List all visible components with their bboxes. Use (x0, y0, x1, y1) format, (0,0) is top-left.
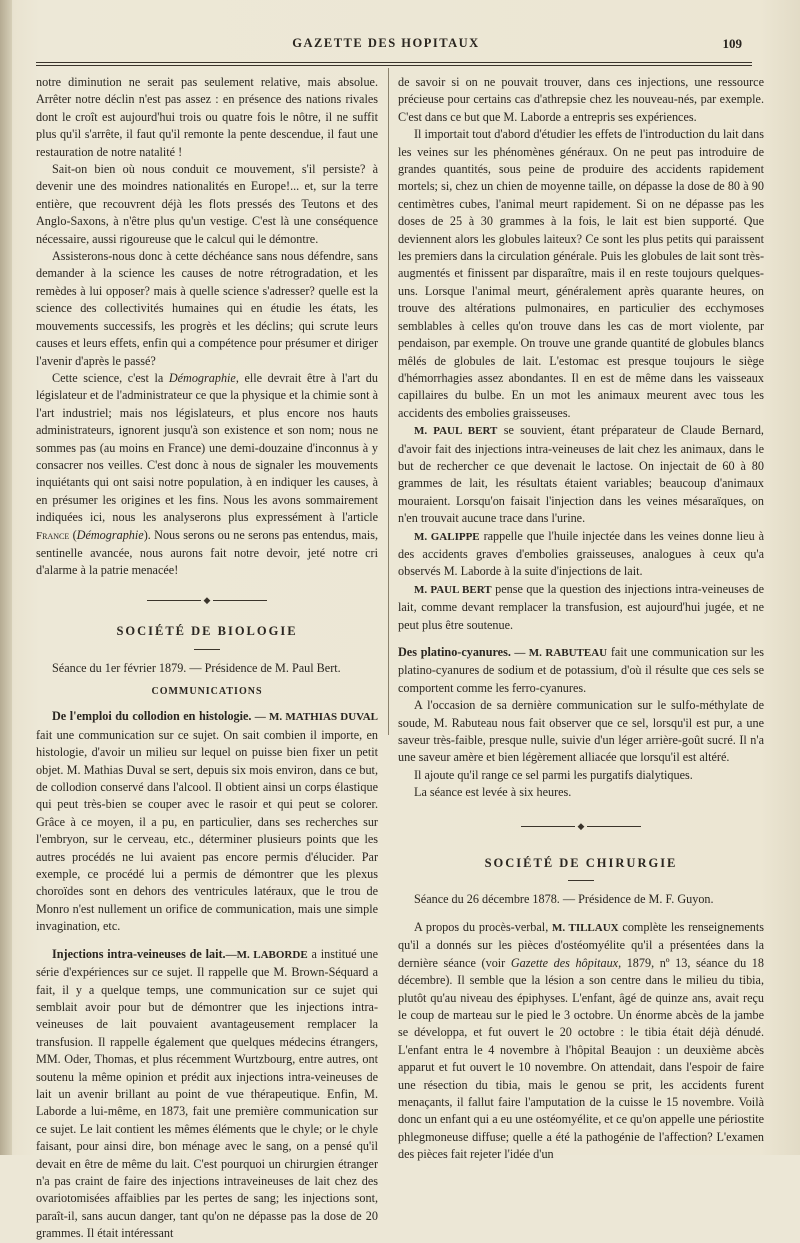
author-name: — M. RABUTEAU (510, 647, 608, 659)
item-title: De l'emploi du collodion en histologie. (52, 709, 252, 724)
paragraph (398, 644, 764, 697)
left-column (36, 74, 379, 1241)
author-name: M. TILLAUX (552, 921, 619, 934)
italic-run: Gazette des hôpitaux (510, 955, 619, 970)
paragraph: Sait-on bien où nous conduit ce mouvement, s'il persiste? à devenir une des moindres nationalités en Europe!... et, sur la terre entière, que recouvrent déjà les flots pressés des Teutons et des Anglo-Saxons, à n'être plus qu'un vestige. C'est là une conséquence nécessaire, aussi rigoureuse que le calcul qui le démontre. (36, 162, 378, 246)
section-title: SOCIÉTÉ DE CHIRURGIE (484, 856, 678, 871)
text-run: A propos du procès-verbal, (414, 919, 553, 934)
item-title: Des platino-cyanures. (398, 645, 511, 659)
small-caps-run: France (36, 529, 70, 542)
author-name: M. PAUL BERT (414, 425, 498, 438)
seance-line: Séance du 1er février 1879. — Présidence de M. Paul Bert. (52, 660, 341, 675)
text-run: , elle devrait être à l'art du législateur et de l'administrateur ce que la physique et la chimie sont à l'art industriel; mais nos législateurs, et plus encore nos hauts administrateurs, ignorent jusqu'à son existence et son nom; nous ne sommes pas (au moins en France) une demi-douzaine d'inconnus à y consacrer nos veilles. C'est donc à nous de signaler les mouvements inquiétants qui ont saisi notre population, à en indiquer les causes, à en présumer les origines et les fins. Nous les avons sommairement indiquées ici, nous les analyserons plus expressément à l'article (36, 370, 378, 525)
paragraph: notre diminution ne serait pas seulement relative, mais absolue. Arrêter notre déclin n'est pas assez : en présence des nations rivales dont le croît est aujourd'hui trois ou quatre fois le nôtre, il ne suffit plus qu'il s'arrête, il faut qu'il remonte la pente descendue, il faut une restauration de notre natalité ! (36, 75, 378, 159)
subsection-title: COMMUNICATIONS (151, 686, 263, 697)
text-run: , 1879, nº 13, séance du 18 décembre). Il semble que la lésion a son centre dans le milieu du tibia, plutôt qu'au niveau des épiphyses. L'enfant, âgé de quinze ans, avait reçu le coup de marteau sur le pied le 3 octobre. Un énorme abcès de la jambe se développa, et fut ouvert le 20 octobre : le tibia était déjà dénudé. L'enfant entra le 4 novembre à l'hôpital Beaujon : un deuxième abcès apparut et fut ouvert le 10 novembre. On attendait, dans l'espoir de faire une résection du tibia, mais le genou se prit, les accidents furent menaçants, il fallut faire l'amputation de la cuisse le 15 novembre. Voilà donc un enfant qui a eu une ostéomyélite, et ce qu'on appelle une périostite phlegmoneuse diffuse; quelle a été la pathogénie de l'affection? L'examen des pièces fait rejeter l'idée d'un (398, 955, 764, 1162)
short-rule (568, 880, 594, 881)
paragraph: A l'occasion de sa dernière communication sur le sulfo-méthylate de soude, M. Rabuteau nous fait observer que ce sel, lorsqu'il est pur, a une saveur très-faible, presque nulle, suivie d'un léger arrière-goût sucré. Il n'a une saveur amère et bien légèrement alliacée que lorsqu'il est altéré. (398, 698, 764, 765)
page-number: 109 (722, 36, 742, 51)
running-title: GAZETTE DES HOPITAUX (292, 36, 480, 50)
italic-run: Démographie (76, 527, 144, 542)
section-title: SOCIÉTÉ DE BIOLOGIE (116, 624, 298, 639)
header-rule (36, 62, 752, 66)
item-title: Injections intra-veineuses de lait. (52, 946, 226, 961)
column-divider (388, 68, 389, 735)
section-ornament: ◆ (398, 818, 764, 835)
text-run: ). Nous serons ou ne serons pas entendus, mais, sentinelle avancée, nous aurons fait notre devoir, jeté notre cri d'alarme à la patrie menacée! (36, 527, 378, 578)
text-run: fait une communication sur ce sujet. On sait combien il importe, en histologie, d'avoir un milieu sur lequel on puisse bien fixer un petit objet. M. Mathias Duval se sert, depuis six mois environ, dans ce but, de collodion conservé dans l'alcool. Il obtient ainsi un corps élastique qui peut très-bien se couper avec le rasoir et qui peut se colorer. Grâce à ce moyen, il a pu, en particulier, dans ses recherches sur l'embryon, sur le cerveau, etc., déterminer plusieurs points que les autres procédés ne lui avaient pas encore permis d'élucider. Par exemple, ce procédé lui a permis de démontrer que les plexus choroïdes sont en dehors des ventricules latéraux, que le trou de Monro n'est nullement un orifice de communication, mais une simple invagination, etc. (36, 727, 378, 934)
paragraph: Assisterons-nous donc à cette déchéance sans nous défendre, sans demander à la science les causes de notre rétrogradation, et les remèdes à lui opposer? mais à quelle science s'adresser? quelle est la science des collectivités humaines qui en étudie les états, les mouvements successifs, les progrès et les déclins; qui scrute leurs causes et leurs effets, enfin qui a compétence pour présumer et diriger l'avenir d'après le passé? (36, 249, 378, 368)
right-column (398, 74, 765, 1162)
author-name: M. GALIPPE (414, 530, 480, 543)
page-binding-edge (0, 0, 12, 1155)
author-name: — M. MATHIAS DUVAL (251, 711, 378, 724)
section-ornament: ◆ (36, 592, 378, 609)
paragraph (398, 528, 764, 581)
paragraph (398, 919, 764, 1164)
paragraph (398, 422, 764, 527)
paragraph (36, 370, 378, 580)
short-rule (194, 649, 220, 650)
paragraph: La séance est levée à six heures. (414, 785, 572, 800)
text-run: rappelle que l'huile injectée dans les veines donne lieu à des accidents graves d'embolies graisseuses, analogues à ceux qu'a observés M. Laborde à la suite d'injections de lait. (398, 528, 764, 579)
running-head (30, 36, 742, 56)
author-name: M. PAUL BERT (414, 583, 492, 596)
text-run: pense que la question des injections intra-veineuses de lait, comme devant remplacer la transfusion, est aujourd'hui jugée, et ne peut plus être soutenue. (398, 581, 764, 632)
paragraph (36, 708, 378, 935)
text-run: complète les renseignements qu'il a donnés sur les pièces d'ostéomyélite qu'il a présentées dans la dernière séance (voir (398, 919, 765, 970)
paragraph: de savoir si on ne pouvait trouver, dans ces injections, une ressource précieuse pour certains cas d'athrepsie chez les nouveau-nés, par exemple. C'est dans ce but que M. Laborde a entrepris ses expériences. (398, 75, 764, 124)
text-run: se souvient, étant préparateur de Claude Bernard, d'avoir fait des injections intra-veineuses de lait chez les animaux, dans le but de rechercher ce que devenait le lactose. On injectait de 60 à 80 grammes de lait, les résultats étaient variables; beaucoup d'animaux mouraient. Lorsqu'on faisait l'injection dans les veines mésaraïques, on n'en trouvait aucune trace dans l'urine. (398, 423, 764, 526)
text-run: Cette science, c'est la (52, 370, 169, 385)
text-run: a institué une série d'expériences sur ce sujet. Il rappelle que M. Brown-Séquard a fait, il y a quelque temps, une communication sur ce sujet qui semblait avoir pour but de démontrer que les injections intra-veineuses de lait pouvaient avantageusement remplacer la transfusion. Il rappelle également que quelques médecins étrangers, MM. Oder, Thomas, et plus récemment Wurtzbourg, entre autres, ont soutenu la même opinion et prédit aux injections intra-veineuses de lait un avenir brillant au point de vue thérapeutique. Enfin, M. Laborde a lui-même, en 1873, fait une première communication sur ce sujet. Le lait contient les mêmes éléments que le chyle; or le chyle faisant, pour ainsi dire, bon ménage avec le sang, on a pensé qu'il devait en être de même du lait. C'est pourquoi un chirurgien étranger n'a pas craint de faire des injections intraveineuses de lait chez des ovariotomisées affaiblies par les pertes de sang; les injections sont, paraît-il, sans aucun danger, tant qu'on ne dépasse pas la dose de 20 grammes. Il était intéressant (36, 946, 379, 1241)
paragraph (36, 946, 378, 1243)
text-run: fait une communication sur les platino-cyanures de sodium et de potassium, d'où il résulte que ces sels se comportent comme les ferro-cyanures. (398, 645, 764, 695)
author-name: —M. LABORDE (225, 948, 308, 961)
italic-run: Démographie (168, 370, 236, 385)
text-run: ( (69, 527, 77, 542)
paragraph: Il ajoute qu'il range ce sel parmi les purgatifs dialytiques. (414, 767, 693, 782)
paragraph: Il importait tout d'abord d'étudier les effets de l'introduction du lait dans les veines sur les phénomènes généraux. On ne peut pas introduire de grandes quantités, sous peine de produire des accidents rapidement mortels; si, chez un chien de moyenne taille, on dépasse la dose de 80 à 90 centimètres cubes, l'animal meurt rapidement. Si on ne dépasse pas les doses de 25 à 30 grammes à la fois, le lait est bien supporté. Que deviennent alors les globules laiteux? Ce sont les plus petits qui paraissent les premiers dans la circulation générale. Puis les globules de lait sont très-augmentés et finissent par disparaître, mais il en reste toujours quelques-uns. Lorsque l'animal meurt, généralement après quarante heures, on trouve des altérations pulmonaires, en particulier des ecchymoses semblables à celles qu'on trouve dans les cas de mort violente, par pendaison, par exemple. On trouve une grande quantité de globules blancs mêlés de globules de lait. L'estomac est presque toujours le siège d'hémorrhagies assez abondantes. Il en est de même dans les vaisseaux capillaires du bulbe. En un mot les animaux meurent avec tous les accidents des embolies graisseuses. (398, 127, 764, 420)
seance-line: Séance du 26 décembre 1878. — Présidence de M. F. Guyon. (414, 892, 714, 907)
paragraph (398, 581, 764, 634)
